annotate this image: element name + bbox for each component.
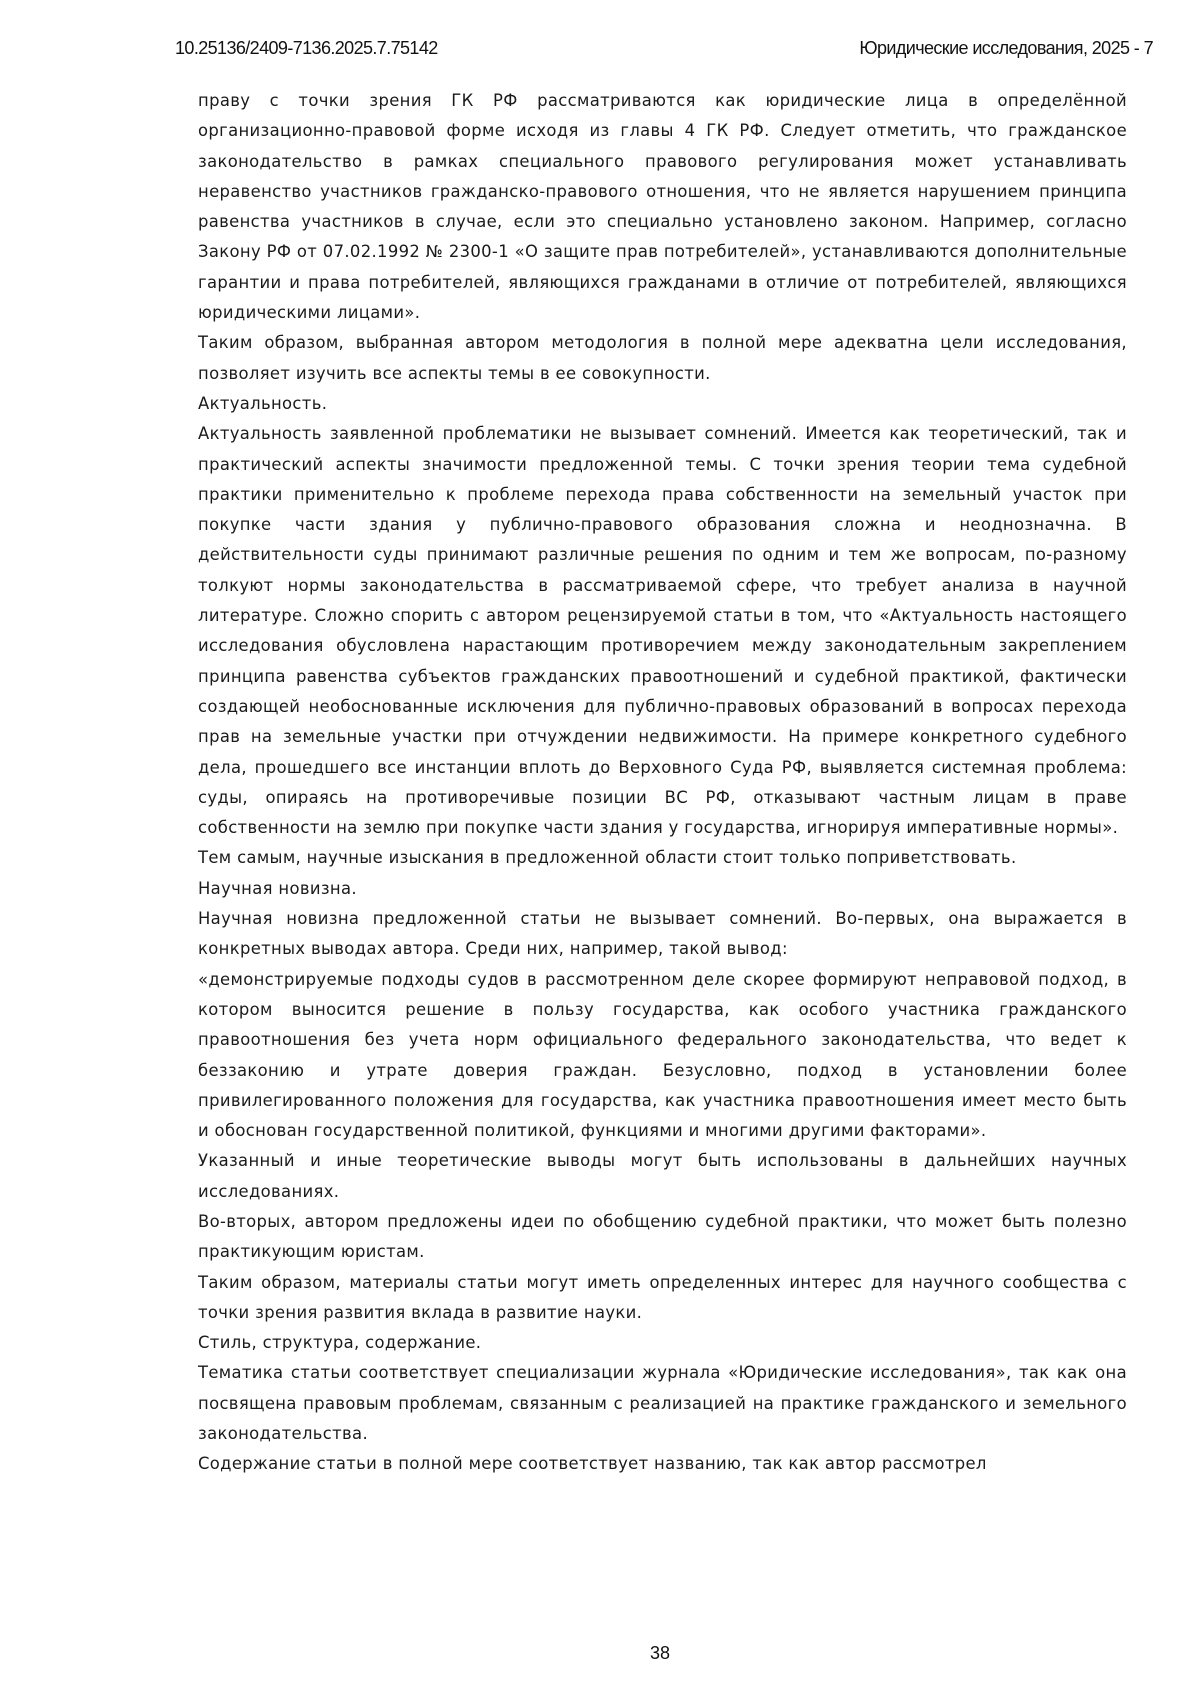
paragraph: Тематика статьи соответствует специализации журнала «Юридические исследования», так как она посвящена правовым проблемам, связанным с реализацией на практике гражданского и земельного законодательства. (198, 1363, 1127, 1444)
section-heading-novelty: Научная новизна. (198, 878, 357, 898)
paragraph: праву с точки зрения ГК РФ рассматриваются как юридические лица в определённой организационно-правовой форме исходя из главы 4 ГК РФ. Следует отметить, что гражданское законодательство в рамках специального правового регулирования может устанавливать неравенство участников гражданско-правового отношения, что не является нарушением принципа равенства участников в случае, если это специально установлено законом. Например, согласно Закону РФ от 07.02.1992 № 2300-1 «О защите прав потребителей», устанавливаются дополнительные гарантии и права потребителей, являющихся гражданами в отличие от потребителей, являющихся юридическими лицами». (198, 91, 1127, 323)
paragraph: Во-вторых, автором предложены идеи по обобщению судебной практики, что может быть полезно практикующим юристам. (198, 1211, 1127, 1262)
paragraph: Содержание статьи в полной мере соответствует названию, так как автор рассмотрел (198, 1454, 987, 1474)
paragraph: Научная новизна предложенной статьи не вызывает сомнений. Во-первых, она выражается в конкретных выводах автора. Среди них, например, такой вывод: (198, 909, 1127, 959)
paragraph: Тем самым, научные изыскания в предложенной области стоит только поприветствовать. (198, 848, 1017, 868)
paragraph: Таким образом, материалы статьи могут иметь определенных интерес для научного сообщества с точки зрения развития вклада в развитие науки. (198, 1272, 1127, 1322)
doi-label: 10.25136/2409-7136.2025.7.75142 (175, 37, 438, 58)
paragraph: Указанный и иные теоретические выводы могут быть использованы в дальнейших научных исследованиях. (198, 1151, 1127, 1201)
paragraph: Актуальность заявленной проблематики не вызывает сомнений. Имеется как теоретический, так и практический аспекты значимости предложенной темы. С точки зрения теории тема судебной практики применительно к проблеме перехода права собственности на земельный участок при покупке части здания у публично-правового образования сложна и неоднозначна. В действительности суды принимают различные решения по одним и тем же вопросам, по-разному толкуют нормы законодательства в рассматриваемой сфере, что требует анализа в научной литературе. Сложно спорить с автором рецензируемой статьи в том, что «Актуальность настоящего исследования обусловлена нарастающим противоречием между законодательным закреплением принципа равенства субъектов гражданских правоотношений и судебной практикой, фактически создающей необоснованные исключения для публично-правовых образований в вопросах перехода прав на земельные участки при отчуждении недвижимости. На примере конкретного судебного дела, прошедшего все инстанции вплоть до Верховного Суда РФ, выявляется системная проблема: суды, опираясь на противоречивые позиции ВС РФ, отказывают частным лицам в праве собственности на землю при покупке части здания у государства, игнорируя императивные нормы». (198, 424, 1127, 838)
page-header (175, 36, 1153, 60)
journal-issue-label: Юридические исследования, 2025 - 7 (859, 37, 1153, 58)
section-heading-relevance: Актуальность. (198, 393, 328, 413)
article-body (198, 86, 1127, 1480)
page-number: 38 (649, 1643, 671, 1663)
paragraph: «демонстрируемые подходы судов в рассмотренном деле скорее формируют неправовой подход, в котором выносится решение в пользу государства, как особого участника гражданского правоотношения без учета норм официального федерального законодательства, что ведет к беззаконию и утрате доверия граждан. Безусловно, подход в установлении более привилегированного положения для государства, как участника правоотношения имеет место быть и обоснован государственной политикой, функциями и многими другими факторами». (198, 969, 1127, 1141)
paragraph: Таким образом, выбранная автором методология в полной мере адекватна цели исследования, позволяет изучить все аспекты темы в ее совокупности. (198, 333, 1127, 383)
section-heading-style: Стиль, структура, содержание. (198, 1333, 482, 1353)
